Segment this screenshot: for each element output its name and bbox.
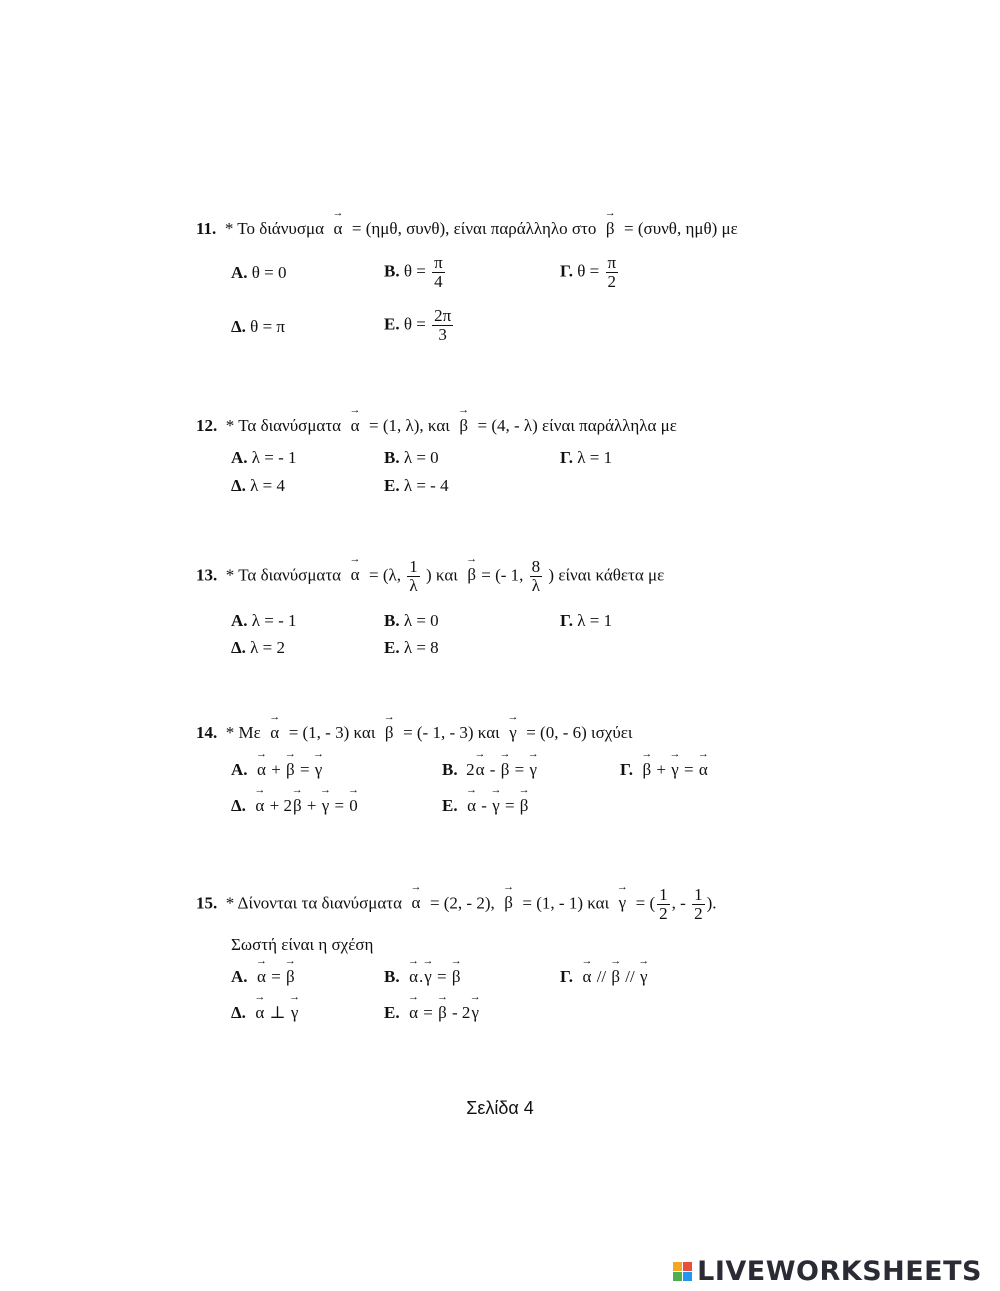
fraction: $\frac{1}{\lambda}$ xyxy=(409,557,418,595)
q15-stem: 15. * Δίνονται τα διανύσματα → α = (2, - 2), → β = (1, - 1) και → γ = ( $\frac{1}{2}$ , - $\frac{1}{2}$ ). xyxy=(196,886,717,923)
vector-a: → α xyxy=(411,893,422,913)
liveworksheets-logo xyxy=(673,1256,982,1287)
q12-option-d[interactable]: Δ. λ = 4 xyxy=(231,476,286,495)
q15-option-e[interactable]: Ε. → α = → β - 2→ γ xyxy=(384,1003,480,1023)
fraction: $\frac{\pi}{2}$ xyxy=(607,253,617,291)
vector-a: → α xyxy=(350,565,361,585)
q13-option-e[interactable]: Ε. λ = 8 xyxy=(384,638,439,657)
vector-b: → β xyxy=(605,219,616,239)
vector-b: → β xyxy=(466,565,477,585)
vector-b: → β xyxy=(503,893,514,913)
q11-option-e[interactable]: Ε. θ = $\frac{2\pi}{3}$ xyxy=(384,306,452,344)
q12-option-e[interactable]: Ε. λ = - 4 xyxy=(384,476,449,495)
q11-option-g[interactable]: Γ. θ = $\frac{\pi}{2}$ xyxy=(560,253,617,291)
vector-g: → γ xyxy=(508,723,518,743)
fraction: $\frac{\pi}{4}$ xyxy=(434,253,443,291)
logo-mark-icon xyxy=(673,1262,692,1281)
q12-stem: 12. * Τα διανύσματα → α = (1, λ), και → β = (4, - λ) είναι παράλληλα με xyxy=(196,416,677,436)
q11-option-a[interactable]: Α. θ = 0 xyxy=(231,263,287,282)
q15-option-g[interactable]: Γ. → α // → β // → γ xyxy=(560,967,649,987)
q14-option-a[interactable]: Α. → α + → β = → γ xyxy=(231,760,323,780)
vector-g: → γ xyxy=(618,893,628,913)
vector-b: → β xyxy=(384,723,395,743)
q14-stem: 14. * Με → α = (1, - 3) και → β = (- 1, - 3) και → γ = (0, - 6) ισχύει xyxy=(196,723,632,743)
logo-text: LIVEWORKSHEETS xyxy=(697,1256,982,1287)
fraction: $\frac{1}{2}$ xyxy=(659,885,668,923)
logo-square xyxy=(673,1262,682,1271)
q14-option-g[interactable]: Γ. → β + → γ = → α xyxy=(620,760,709,780)
page-number: Σελίδα 4 xyxy=(466,1098,534,1118)
q14-option-d[interactable]: Δ. → α + 2→ β + → γ = → 0 xyxy=(231,796,359,816)
q15-option-b[interactable]: Β. → α.→ γ = → β xyxy=(384,967,462,987)
q11-stem: 11. * Το διάνυσμα → α = (ημθ, συνθ), είναι παράλληλο στο → β = (συνθ, ημθ) με xyxy=(196,219,738,239)
vector-a: → α xyxy=(269,723,280,743)
fraction: $\frac{2\pi}{3}$ xyxy=(434,306,452,344)
q11-option-b[interactable]: Β. θ = $\frac{\pi}{4}$ xyxy=(384,253,443,291)
q13-option-a[interactable]: Α. λ = - 1 xyxy=(231,611,297,630)
q13-option-d[interactable]: Δ. λ = 2 xyxy=(231,638,286,657)
q11-option-d[interactable]: Δ. θ = π xyxy=(231,317,285,336)
q12-option-a[interactable]: Α. λ = - 1 xyxy=(231,448,297,467)
vector-a: → α xyxy=(333,219,344,239)
logo-square xyxy=(683,1272,692,1281)
q13-option-b[interactable]: Β. λ = 0 xyxy=(384,611,439,630)
q12-option-g[interactable]: Γ. λ = 1 xyxy=(560,448,613,467)
q12-option-b[interactable]: Β. λ = 0 xyxy=(384,448,439,467)
q14-option-b[interactable]: Β. 2→ α - → β = → γ xyxy=(442,760,538,780)
q15-option-d[interactable]: Δ. → α ⊥ → γ xyxy=(231,1003,299,1023)
q13-option-g[interactable]: Γ. λ = 1 xyxy=(560,611,613,630)
vector-b: → β xyxy=(458,416,469,436)
q13-stem: 13. * Τα διανύσματα → α = (λ, $\frac{1}{\lambda}$ ) και → β = (- 1, $\frac{8}{\lambda}$ ) είναι κάθετα με xyxy=(196,558,664,595)
vector-a: → α xyxy=(350,416,361,436)
q14-option-e[interactable]: Ε. → α - → γ = → β xyxy=(442,796,529,816)
q15-subtitle: Σωστή είναι η σχέση xyxy=(231,935,374,954)
logo-square xyxy=(673,1272,682,1281)
fraction: $\frac{1}{2}$ xyxy=(694,885,703,923)
fraction: $\frac{8}{\lambda}$ xyxy=(531,557,541,595)
logo-square xyxy=(683,1262,692,1271)
q15-option-a[interactable]: Α. → α = → β xyxy=(231,967,296,987)
